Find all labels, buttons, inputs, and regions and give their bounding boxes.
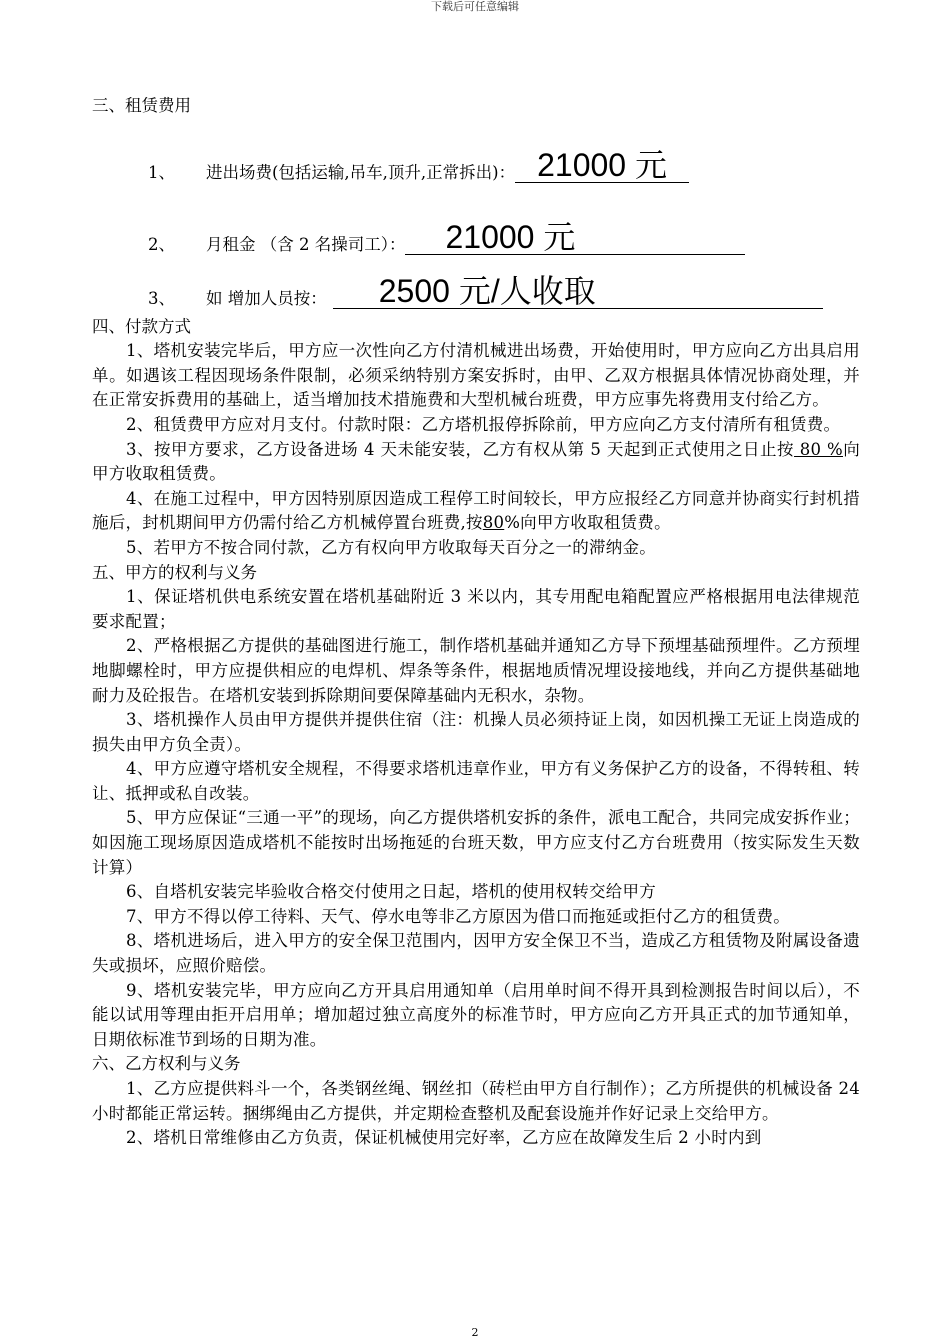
section-5-paragraph-7: 7、甲方不得以停工待料、天气、停水电等非乙方原因为借口而拖延或拒付乙方的租赁费。 bbox=[126, 906, 790, 926]
underlined-percentage: 80 bbox=[482, 513, 505, 533]
section-6-paragraph-1: 1、乙方应提供料斗一个，各类钢丝绳、钢丝扣（砖栏由甲方自行制作）；乙方所提供的机械设备 24 小时都能正常运转。捆绑绳由乙方提供，并定期检查整机及配套设施并作好记录上交给甲方。 bbox=[92, 1079, 860, 1123]
fee-value: 21000 元 bbox=[515, 148, 689, 183]
section-5-paragraph-5: 5、甲方应保证“三通一平”的现场，向乙方提供塔机安拆的条件，派电工配合，共同完成安拆作业；如因施工现场原因造成塔机不能按时出场拖延的台班天数，甲方应支付乙方台班费用（按实际发生天数计算） bbox=[92, 808, 860, 877]
section-6-paragraph-2: 2、塔机日常维修由乙方负责，保证机械使用完好率，乙方应在故障发生后 2 小时内到 bbox=[126, 1128, 762, 1148]
section-6-title: 六、乙方权利与义务 bbox=[92, 1054, 241, 1074]
fee-number: 1、 bbox=[148, 162, 175, 182]
document-body bbox=[92, 94, 860, 1151]
section-5-paragraph-4: 4、甲方应遵守塔机安全规程，不得要求塔机违章作业，甲方有义务保护乙方的设备，不得转租、转让、抵押或私自改装。 bbox=[92, 759, 860, 803]
section-4-paragraph-2: 2、租赁费甲方应对月支付。付款时限：乙方塔机报停拆除前，甲方应向乙方支付清所有租赁费。 bbox=[126, 414, 841, 434]
paragraph-text: 3、按甲方要求，乙方设备进场 4 天未能安装，乙方有权从第 5 天起到正式使用之日止按 bbox=[126, 439, 795, 459]
section-5-paragraph-6: 6、自塔机安装完毕验收合格交付使用之日起，塔机的使用权转交给甲方 bbox=[126, 882, 656, 902]
section-5-paragraph-3: 3、塔机操作人员由甲方提供并提供住宿（注：机操人员必须持证上岗，如因机操工无证上岗造成的损失由甲方负全责）。 bbox=[92, 710, 860, 754]
section-4-paragraph-4 bbox=[92, 487, 860, 536]
section-5-paragraph-2: 2、严格根据乙方提供的基础图进行施工，制作塔机基础并通知乙方导下预埋基础预埋件。乙方预埋地脚螺栓时，甲方应提供相应的电焊机、焊条等条件，根据地质情况埋设接地线，并向乙方提供基础地耐力及砼报告。在塔机安装到拆除期间要保障基础内无积水，杂物。 bbox=[92, 636, 860, 705]
fee-line-extra-staff bbox=[92, 255, 860, 309]
paragraph-text: 向甲方收取租赁费。 bbox=[92, 439, 860, 484]
section-5-paragraph-9: 9、塔机安装完毕，甲方应向乙方开具启用通知单（启用单时间不得开具到检测报告时间以后），不能以试用等理由拒开启用单；增加超过独立高度外的标准节时，甲方应向乙方开具正式的加节通知单，日期依标准节到场的日期为准。 bbox=[92, 980, 860, 1049]
header-note: 下载后可任意编辑 bbox=[431, 0, 519, 13]
underlined-percentage: 80 % bbox=[794, 439, 843, 459]
fee-value: 21000 元 bbox=[405, 220, 745, 255]
section-3-title: 三、租赁费用 bbox=[92, 96, 191, 115]
fee-line-monthly-rent bbox=[92, 195, 860, 255]
paragraph-text: %向甲方收取租赁费。 bbox=[504, 513, 671, 533]
fee-number: 3、 bbox=[148, 288, 175, 308]
fee-line-entry-exit bbox=[92, 119, 860, 183]
paragraph-text: 4、在施工过程中，甲方因特别原因造成工程停工时间较长，甲方应报经乙方同意并协商实行封机措施后，封机期间甲方仍需付给乙方机械停置台班费,按 bbox=[92, 488, 860, 533]
fee-label: 进出场费(包括运输,吊车,顶升,正常拆出)： bbox=[206, 162, 516, 182]
section-4-paragraph-5: 5、若甲方不按合同付款，乙方有权向甲方收取每天百分之一的滞纳金。 bbox=[126, 537, 656, 557]
page-number: 2 bbox=[471, 1326, 479, 1339]
fee-label: 月租金 （含 2 名操司工）： bbox=[206, 234, 406, 254]
section-5-paragraph-1: 1、保证塔机供电系统安置在塔机基础附近 3 米以内，其专用配电箱配置应严格根据用电法律规范要求配置； bbox=[92, 587, 860, 631]
section-4-title: 四、付款方式 bbox=[92, 316, 191, 336]
fee-value: 2500 元/人收取 bbox=[333, 274, 823, 309]
section-4-paragraph-3 bbox=[92, 438, 860, 487]
fee-number: 2、 bbox=[148, 234, 175, 254]
section-4-paragraph-1: 1、塔机安装完毕后，甲方应一次性向乙方付清机械进出场费，开始使用时，甲方应向乙方出具启用单。如遇该工程因现场条件限制，必须采纳特别方案安拆时，由甲、乙双方根据具体情况协商处理，并在正常安拆费用的基础上，适当增加技术措施费和大型机械台班费，甲方应事先将费用支付给乙方。 bbox=[92, 341, 860, 410]
section-5-paragraph-8: 8、塔机进场后，进入甲方的安全保卫范围内，因甲方安全保卫不当，造成乙方租赁物及附属设备遗失或损坏，应照价赔偿。 bbox=[92, 931, 860, 976]
section-5-title: 五、甲方的权利与义务 bbox=[92, 562, 257, 582]
fee-label: 如 增加人员按： bbox=[206, 288, 327, 308]
